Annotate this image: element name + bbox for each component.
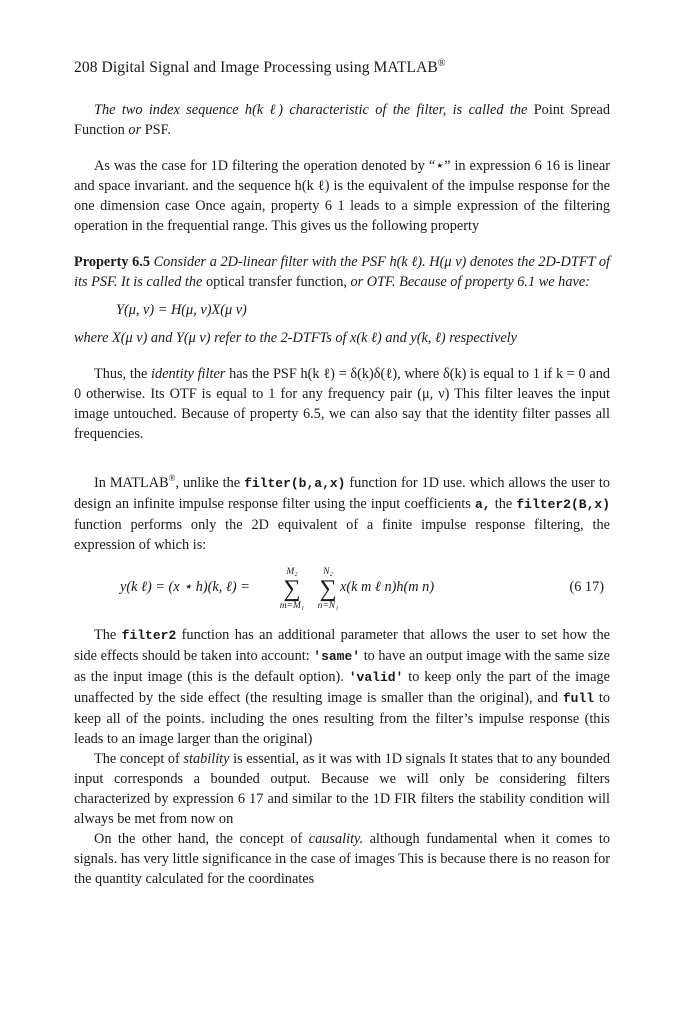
sum-m-sigma: ∑ (283, 575, 301, 602)
code-filter2: filter2(B,x) (516, 496, 610, 512)
stability-term: stability (183, 750, 230, 767)
running-title: Digital Signal and Image Processing using MATLAB (101, 59, 438, 77)
sum-m-upper: M₂ (286, 566, 298, 577)
sum-n-sigma: ∑ (319, 575, 337, 602)
p6-text-b: is essential, as it was with 1D signals It states that to any bounded input corresponds a bounded output. Because we will only be considering filters characterized by expression 6 17 and similar to the 1D FIR filters the stability condition will always be met from now on (74, 750, 610, 827)
sum-n-lower: n=N₁ (317, 600, 339, 611)
p3-text-a: Thus, the (94, 366, 148, 382)
code-same: 'same' (313, 648, 361, 664)
sum-m (272, 567, 312, 611)
paragraph-identity-filter (74, 364, 610, 444)
code-valid: 'valid' (348, 669, 404, 685)
running-header (74, 58, 446, 77)
p5-text-a: The (94, 626, 117, 643)
sum-m-lower: m=M₁ (279, 600, 305, 611)
paragraph-linearity: As was the case for 1D filtering the operation denoted by “⋆” in expression 6 16 is linear and space invariant. and the sequence h(k ℓ) is the equivalent of the impulse response for the one dimension case Once again, property 6 1 leads to a simple expression of the filtering operation in the frequential range. This gives us the following property (74, 158, 610, 234)
psf-definition-paragraph (74, 100, 610, 140)
property-term-otf: optical transfer function, (205, 274, 347, 290)
registered-mark: ® (437, 58, 446, 69)
p5-text-e: to keep all of the points. including the ones resulting from the filter’s impulse response (this leads to an image larger than the original) (74, 689, 610, 747)
psf-abbr: PSF. (144, 122, 172, 138)
property-where: where X(μ ν) and Y(μ ν) refer to the 2-DTFTs of x(k ℓ) and y(k, ℓ) respectively (74, 330, 517, 346)
p4-text-e: function performs only the 2D equivalent of a finite impulse response filtering, the expression of which is: (74, 516, 610, 553)
paragraph-causality (74, 829, 610, 889)
causality-term: causality. (308, 830, 364, 847)
p3-text-b: has the PSF h(k ℓ) = δ(k)δ(ℓ), where δ(k) is equal to 1 if k = 0 and 0 otherwise. Its OTF is equal to 1 for any frequency pair (μ, ν) This filter leaves the input image untouched. Because of property 6.5, we can also say that the identity filter passes all frequencies. (74, 366, 611, 442)
page-number: 208 (74, 59, 98, 77)
code-a: a, (474, 496, 491, 512)
property-label: Property 6.5 (74, 254, 151, 270)
page-body (74, 100, 610, 889)
p7-text-a: On the other hand, the concept of (94, 830, 303, 847)
paragraph-matlab-filter2 (74, 468, 610, 555)
code-filter: filter(b,a,x) (244, 475, 346, 491)
eq617-rhs: x(k m ℓ n)h(m n) (340, 578, 435, 595)
p5-text-c: to have an output image with the same size as the input image (this is the default option). (74, 647, 610, 685)
paragraph-stability (74, 749, 610, 829)
p6-text-a: The concept of (94, 750, 180, 767)
psf-def-italic: The two index sequence h(k ℓ) characteristic of the filter, is called the (94, 102, 528, 118)
p4-text-a: In MATLAB (94, 474, 169, 491)
psf-or: or (128, 122, 142, 138)
property-text-a: Consider a 2D-linear filter with the PSF h(k ℓ). H(μ ν) denotes the 2D-DTFT of its PSF. It is called the (74, 254, 610, 290)
p4-reg-mark: ® (168, 473, 176, 483)
equation-otf: Y(μ, ν) = H(μ, ν)X(μ ν) (116, 302, 247, 318)
p5-text-d: to keep only the part of the image unaffected by the side effect (the resulting image is smaller than the original), and (74, 668, 611, 706)
p7-text-b: although fundamental when it comes to signals. has very little significance in the case of images This is because there is no reason for the quantity calculated for the coordinates (74, 830, 610, 887)
code-full: full (562, 690, 595, 706)
p4-text-b: , unlike the (175, 474, 241, 491)
eq617-lhs: y(k ℓ) = (x ⋆ h)(k, ℓ) = (120, 578, 250, 595)
identity-filter-term: identity filter (151, 366, 226, 382)
paragraph-side-effects (74, 625, 610, 749)
equation-number: (6 17) (569, 578, 604, 595)
p4-text-d: the (494, 495, 513, 512)
property-6-5 (74, 252, 610, 292)
p4-text-c: function for 1D use. which allows the user to design an infinite impulse response filter using the input coefficients (74, 474, 610, 512)
psf-term: Point Spread Function (74, 102, 610, 138)
property-text-b: or OTF. Because of property 6.1 we have: (350, 274, 590, 290)
code-filter2-ref: filter2 (121, 627, 177, 643)
sum-n-upper: N₂ (323, 566, 333, 577)
equation-6-17 (74, 565, 610, 617)
p5-text-b: function has an additional parameter that allows the user to set how the side effects should be taken into account: (74, 626, 611, 664)
